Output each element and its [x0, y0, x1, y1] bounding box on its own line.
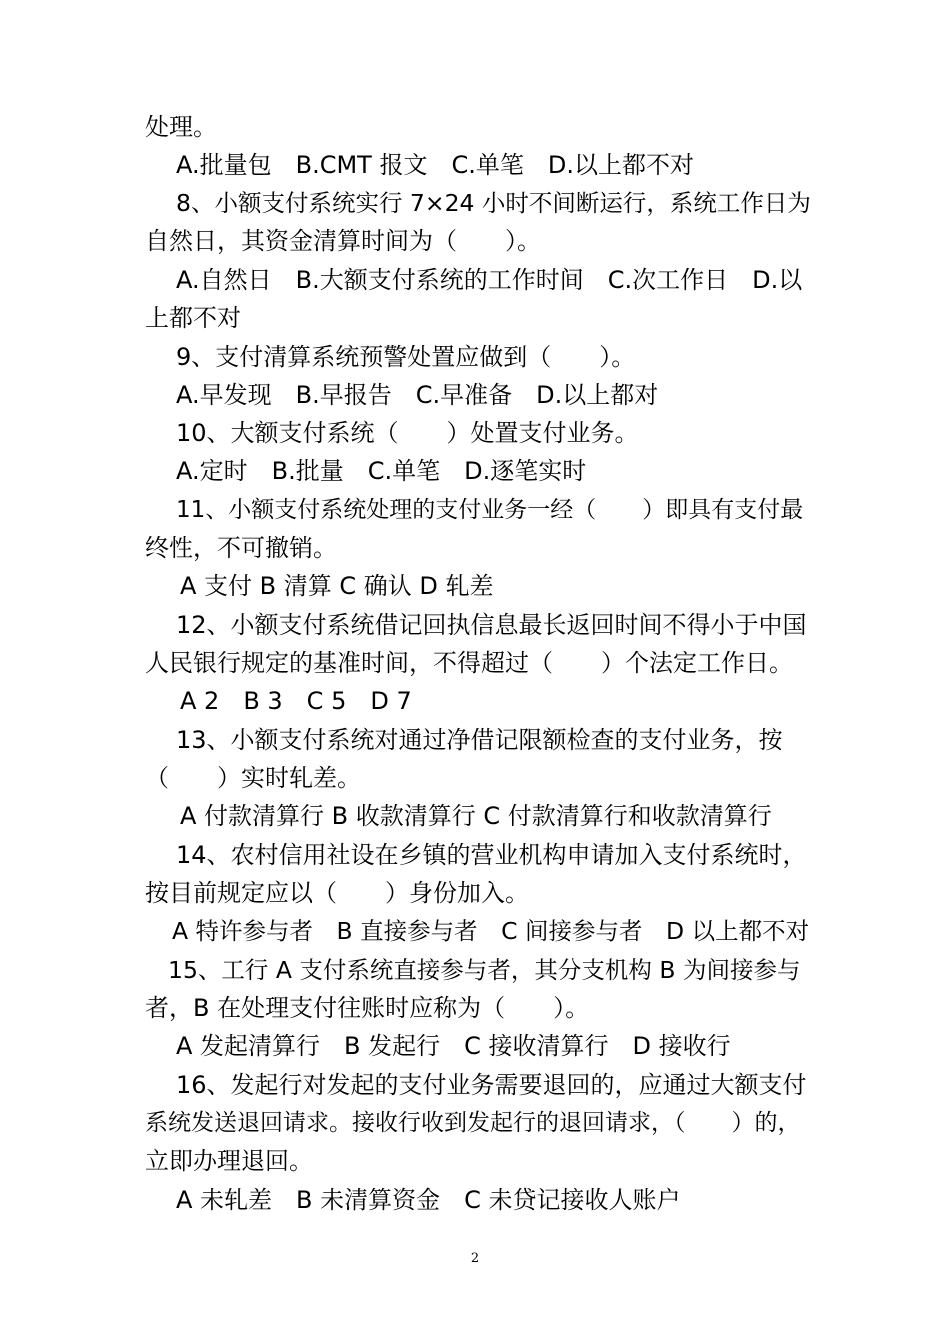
text-line: 14、农村信用社设在乡镇的营业机构申请加入支付系统时， [176, 841, 807, 869]
text-line: 10、大额支付系统（ ）处置支付业务。 [176, 419, 639, 447]
text-line: 系统发送退回请求。接收行收到发起行的退回请求，（ ）的， [145, 1110, 801, 1136]
text-line: 自然日，其资金清算时间为（ ）。 [145, 227, 541, 255]
text-line: A 发起清算行 B 发起行 C 接收清算行 D 接收行 [176, 1032, 731, 1060]
text-line: A 付款清算行 B 收款清算行 C 付款清算行和收款清算行 [180, 802, 772, 830]
text-line: 11、小额支付系统处理的支付业务一经（ ）即具有支付最 [176, 497, 804, 523]
text-line: A.定时 B.批量 C.单笔 D.逐笔实时 [176, 457, 587, 485]
text-line: 13、小额支付系统对通过净借记限额检查的支付业务，按 [176, 726, 783, 754]
text-line: 处理。 [145, 113, 217, 141]
text-line: 上都不对 [145, 304, 241, 332]
text-line: 人民银行规定的基准时间，不得超过（ ）个法定工作日。 [145, 649, 793, 677]
text-line: A.自然日 B.大额支付系统的工作时间 C.次工作日 D.以 [176, 266, 803, 294]
text-line: A 未轧差 B 未清算资金 C 未贷记接收人账户 [176, 1186, 681, 1214]
text-line: 16、发起行对发起的支付业务需要退回的，应通过大额支付 [176, 1071, 807, 1099]
text-line: A 特许参与者 B 直接参与者 C 间接参与者 D 以上都不对 [172, 917, 810, 945]
text-line: 终性，不可撤销。 [145, 534, 337, 562]
text-line: A.批量包 B.CMT 报文 C.单笔 D.以上都不对 [176, 151, 694, 179]
text-line: 按目前规定应以（ ）身份加入。 [145, 879, 529, 907]
text-line: A 2 B 3 C 5 D 7 [180, 687, 412, 715]
text-line: A 支付 B 清算 C 确认 D 轧差 [180, 572, 494, 600]
text-line: （ ）实时轧差。 [145, 764, 361, 792]
text-line: 8、小额支付系统实行 7×24 小时不间断运行，系统工作日为 [176, 189, 811, 217]
text-line: 者，B 在处理支付往账时应称为（ ）。 [145, 994, 590, 1022]
text-line: 立即办理退回。 [145, 1147, 313, 1175]
page-number: 2 [470, 1251, 480, 1266]
text-line: A.早发现 B.早报告 C.早准备 D.以上都对 [176, 381, 659, 409]
text-line: 15、工行 A 支付系统直接参与者，其分支机构 B 为间接参与 [168, 956, 801, 984]
text-line: 12、小额支付系统借记回执信息最长返回时间不得小于中国 [176, 611, 807, 639]
text-line: 9、支付清算系统预警处置应做到（ ）。 [176, 343, 636, 371]
